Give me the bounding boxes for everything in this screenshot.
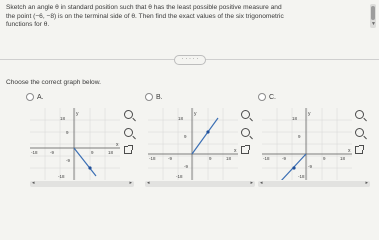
svg-text:-9: -9 <box>184 164 189 169</box>
svg-text:18: 18 <box>178 116 184 121</box>
svg-text:18: 18 <box>292 116 298 121</box>
svg-text:9: 9 <box>209 156 212 161</box>
svg-text:18: 18 <box>340 156 346 161</box>
svg-text:-18: -18 <box>58 174 65 179</box>
graph-a <box>30 108 120 180</box>
svg-text:9: 9 <box>184 134 187 139</box>
option-b[interactable] <box>145 93 163 101</box>
option-a-label: A. <box>37 93 44 101</box>
svg-text:-9: -9 <box>66 158 71 163</box>
svg-text:y: y <box>76 111 79 117</box>
graph-a-scrollbar[interactable] <box>30 181 134 187</box>
svg-text:-18: -18 <box>298 174 305 179</box>
svg-text:x: x <box>116 142 119 148</box>
question-line-2: the point (−6, −8) is on the terminal side of θ. Then find the exact values of the six trigonometric <box>6 12 284 20</box>
svg-text:-9: -9 <box>50 150 55 155</box>
question-line-3: functions for θ. <box>6 21 50 29</box>
top-scrollbar[interactable] <box>370 4 376 28</box>
option-c-label: C. <box>269 93 276 101</box>
scrollbar-thumb[interactable] <box>371 6 375 20</box>
zoom-out-icon[interactable] <box>355 128 364 137</box>
scroll-left-icon[interactable]: ◂ <box>260 180 263 186</box>
svg-text:x: x <box>234 148 237 154</box>
option-b-label: B. <box>156 93 163 101</box>
svg-text:9: 9 <box>323 156 326 161</box>
zoom-out-icon[interactable] <box>124 128 133 137</box>
expand-icon[interactable] <box>355 146 363 154</box>
option-c[interactable] <box>258 93 276 101</box>
scroll-right-icon[interactable]: ▸ <box>129 180 132 186</box>
zoom-out-icon[interactable] <box>241 128 250 137</box>
svg-text:-18: -18 <box>176 174 183 179</box>
svg-text:18: 18 <box>226 156 232 161</box>
expand-icon[interactable] <box>124 146 132 154</box>
instruction-text: Choose the correct graph below. <box>6 79 101 86</box>
svg-text:9: 9 <box>66 130 69 135</box>
svg-text:y: y <box>194 111 197 117</box>
scroll-left-icon[interactable]: ◂ <box>147 180 150 186</box>
expand-icon[interactable] <box>241 146 249 154</box>
svg-text:18: 18 <box>60 116 66 121</box>
svg-text:9: 9 <box>298 134 301 139</box>
scroll-left-icon[interactable]: ◂ <box>32 180 35 186</box>
zoom-in-icon[interactable] <box>355 110 364 119</box>
svg-text:-18: -18 <box>263 156 270 161</box>
expand-more-button[interactable]: · · · · · <box>174 55 206 65</box>
svg-text:x: x <box>348 148 351 154</box>
svg-text:18: 18 <box>108 150 114 155</box>
radio-b[interactable] <box>145 93 153 101</box>
option-a[interactable] <box>26 93 44 101</box>
scroll-right-icon[interactable]: ▸ <box>250 180 253 186</box>
scroll-right-icon[interactable]: ▸ <box>365 180 368 186</box>
graph-c <box>262 108 352 180</box>
svg-text:9: 9 <box>91 150 94 155</box>
question-text <box>6 4 352 30</box>
svg-text:-9: -9 <box>168 156 173 161</box>
scroll-down-arrow-icon[interactable]: ▼ <box>371 21 376 27</box>
svg-text:-9: -9 <box>282 156 287 161</box>
zoom-in-icon[interactable] <box>241 110 250 119</box>
radio-a[interactable] <box>26 93 34 101</box>
graph-b <box>148 108 238 180</box>
svg-text:y: y <box>308 111 311 117</box>
svg-text:-18: -18 <box>31 150 38 155</box>
point-marker <box>88 166 91 169</box>
question-line-1: Sketch an angle θ in standard position such that θ has the least possible positive measure and <box>6 4 282 11</box>
graph-b-scrollbar[interactable] <box>145 181 255 187</box>
radio-c[interactable] <box>258 93 266 101</box>
svg-text:-18: -18 <box>149 156 156 161</box>
svg-text:-9: -9 <box>308 164 313 169</box>
zoom-in-icon[interactable] <box>124 110 133 119</box>
graph-c-scrollbar[interactable] <box>258 181 370 187</box>
